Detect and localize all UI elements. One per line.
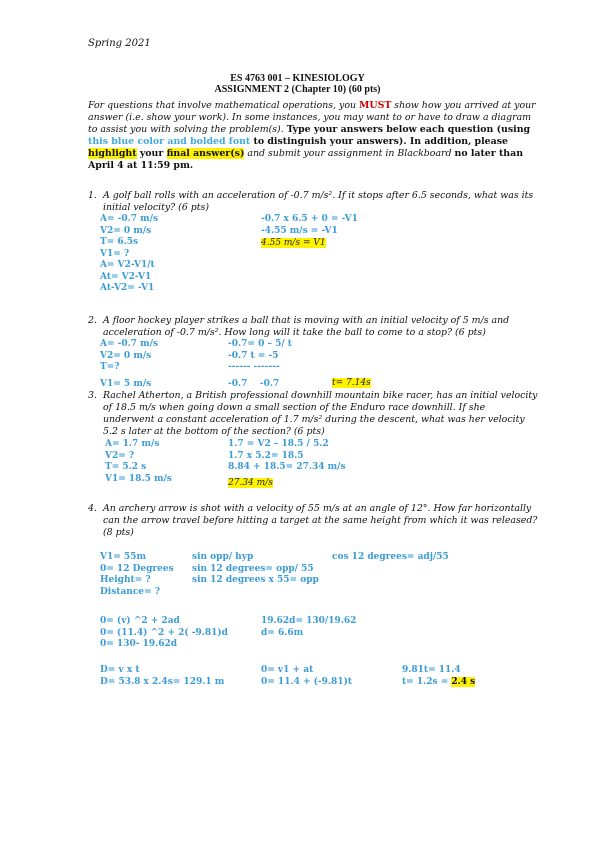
q2-text-2: acceleration of -0.7 m/s². How long will it take the ball to come to a stop? (6 pts) <box>103 327 486 338</box>
q2-work: -0.7= 0 – 5/ t -0.7 t = -5 ------ ------- -0.7 -0.7 <box>228 339 292 389</box>
instructions-line-1: For questions that involve mathematical operations, you MUST show how you arrived at your <box>88 100 536 111</box>
blue-font-sample: this blue color and bolded font <box>88 136 251 147</box>
q3-text-2: of 18.5 m/s when going down a small section of the Enduro race downhill. If she <box>103 402 486 413</box>
q4-height-result: 19.62d= 130/19.62 d= 6.6m <box>261 616 357 638</box>
q4-final-answer: 2.4 s <box>451 676 476 687</box>
q3-number: 3. <box>88 390 97 401</box>
q1-text-2: initial velocity? (6 pts) <box>103 202 210 213</box>
q3-text-4: 5.2 s later at the bottom of the section? (6 pts) <box>103 426 325 437</box>
q2-final-answer: t= 7.14s <box>332 378 371 388</box>
q4-distance-equations: D= v x t D= 53.8 x 2.4s= 129.1 m <box>100 665 225 687</box>
q4-time-result: 9.81t= 11.4 t= 1.2s = 2.4 s <box>402 665 476 687</box>
q2-number: 2. <box>88 315 97 326</box>
q3-text-1: Rachel Atherton, a British professional downhill mountain bike racer, has an initial velocity <box>103 390 538 401</box>
q3-work: 1.7 = V2 – 18.5 / 5.2 1.7 x 5.2= 18.5 8.84 + 18.5= 27.34 m/s <box>228 439 346 472</box>
q4-height-equations: 0= (v) ^2 + 2ad 0= (11.4) ^2 + 2( -9.81)d 0= 130- 19.62d <box>100 616 228 649</box>
q1-text-1: A golf ball rolls with an acceleration of -0.7 m/s². If it stops after 6.5 seconds, what was its <box>103 190 534 201</box>
q3-final-answer: 27.34 m/s <box>228 478 273 488</box>
q3-given: A= 1.7 m/s V2= ? T= 5.2 s V1= 18.5 m/s <box>105 439 172 484</box>
q4-trig-work: sin opp/ hyp sin 12 degrees= opp/ 55 sin 12 degrees x 55= opp <box>192 552 319 585</box>
q1-given: A= -0.7 m/s V2= 0 m/s T= 6.5s V1= ? A= V2-V1/t At= V2-V1 At-V2= -V1 <box>100 214 159 293</box>
instructions-line-2: answer (i.e. show your work). In some instances, you may want to or have to draw a diagram <box>88 112 532 123</box>
q2-given: A= -0.7 m/s V2= 0 m/s T=? V1= 5 m/s <box>100 339 159 389</box>
q4-text-1: An archery arrow is shot with a velocity of 55 m/s at an angle of 12°. How far horizontally <box>103 503 532 514</box>
instructions-line-6: April 4 at 11:59 pm. <box>88 160 194 171</box>
q3-text-3: underwent a constant acceleration of 1.7 m/s² during the descent, what was her velocity <box>103 414 525 425</box>
term-label: Spring 2021 <box>88 38 151 49</box>
course-title: ES 4763 001 – KINESIOLOGY <box>230 73 365 84</box>
q1-work: -0.7 x 6.5 + 0 = -V1 -4.55 m/s = -V1 <box>261 214 358 236</box>
instructions-line-5: highlight your final answer(s) and submit your assignment in Blackboard no later than <box>88 148 524 159</box>
q4-cos-work: cos 12 degrees= adj/55 <box>332 552 449 562</box>
instructions-line-4: this blue color and bolded font to distinguish your answers). In addition, please <box>88 136 508 147</box>
q4-text-3: (8 pts) <box>103 527 134 538</box>
q4-time-equations: 0= v1 + at 0= 11.4 + (-9.81)t <box>261 665 352 687</box>
instructions-line-3: to assist you with solving the problem(s). Type your answers below each question (using <box>88 124 531 135</box>
q4-number: 4. <box>88 503 97 514</box>
q1-number: 1. <box>88 190 97 201</box>
q4-given: V1= 55m 0= 12 Degrees Height= ? Distance= ? <box>100 552 174 597</box>
q2-text-1: A floor hockey player strikes a ball that is moving with an initial velocity of 5 m/s and <box>103 315 510 326</box>
assignment-title: ASSIGNMENT 2 (Chapter 10) (60 pts) <box>214 84 381 95</box>
q1-final-answer: 4.55 m/s = V1 <box>261 238 326 248</box>
q4-text-2: can the arrow travel before hitting a target at the same height from which it was released? <box>103 515 538 526</box>
must-emphasis: MUST <box>359 100 392 111</box>
